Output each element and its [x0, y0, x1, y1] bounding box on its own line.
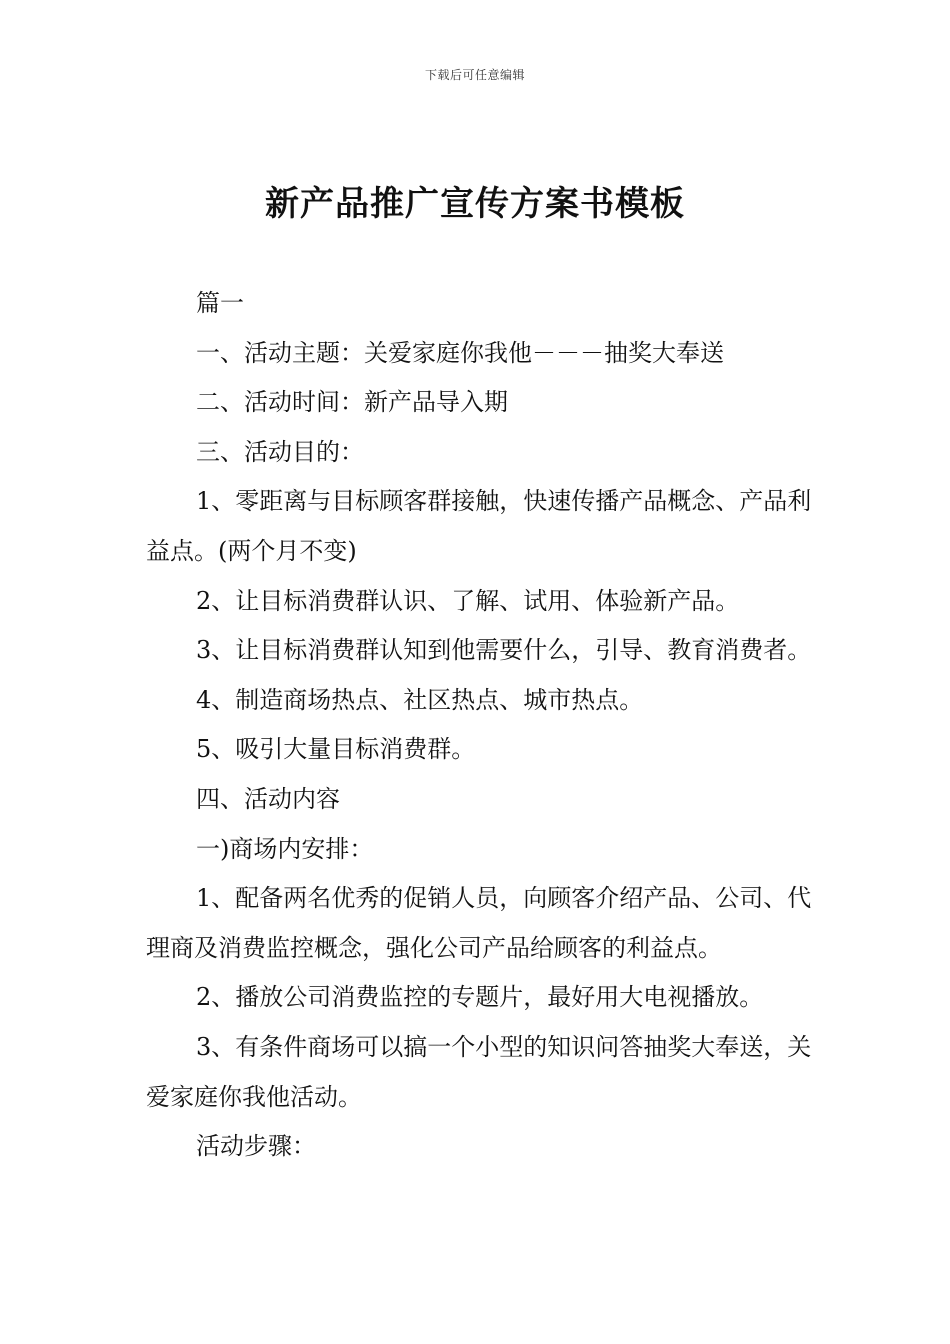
- paragraph: 2、让目标消费群认识、了解、试用、体验新产品。: [196, 586, 740, 615]
- paragraph: 四、活动内容: [196, 784, 340, 813]
- paragraph: 三、活动目的：: [196, 437, 364, 466]
- document-title: 新产品推广宣传方案书模板: [265, 184, 685, 224]
- paragraph: 二、活动时间：新产品导入期: [196, 388, 508, 417]
- header-note: 下载后可任意编辑: [424, 68, 525, 82]
- paragraph: 2、播放公司消费监控的专题片，最好用大电视播放。: [196, 983, 764, 1012]
- paragraph: 1、配备两名优秀的促销人员，向顾客介绍产品、公司、代理商及消费监控概念，强化公司产品给顾客的利益点。: [146, 884, 812, 962]
- paragraph: 1、零距离与目标顾客群接触，快速传播产品概念、产品利益点。(两个月不变): [146, 487, 812, 565]
- document-body: [146, 279, 832, 1172]
- paragraph: 一)商场内安排：: [196, 834, 374, 863]
- paragraph: 活动步骤：: [196, 1132, 316, 1161]
- paragraph: 5、吸引大量目标消费群。: [196, 735, 476, 764]
- paragraph: 4、制造商场热点、社区热点、城市热点。: [196, 685, 644, 714]
- paragraph: 篇一: [196, 289, 244, 317]
- paragraph: 3、有条件商场可以搞一个小型的知识问答抽奖大奉送，关爱家庭你我他活动。: [146, 1032, 812, 1111]
- paragraph: 3、让目标消费群认知到他需要什么，引导、教育消费者。: [196, 636, 812, 665]
- paragraph: 一、活动主题：关爱家庭你我他－－－抽奖大奉送: [196, 338, 724, 367]
